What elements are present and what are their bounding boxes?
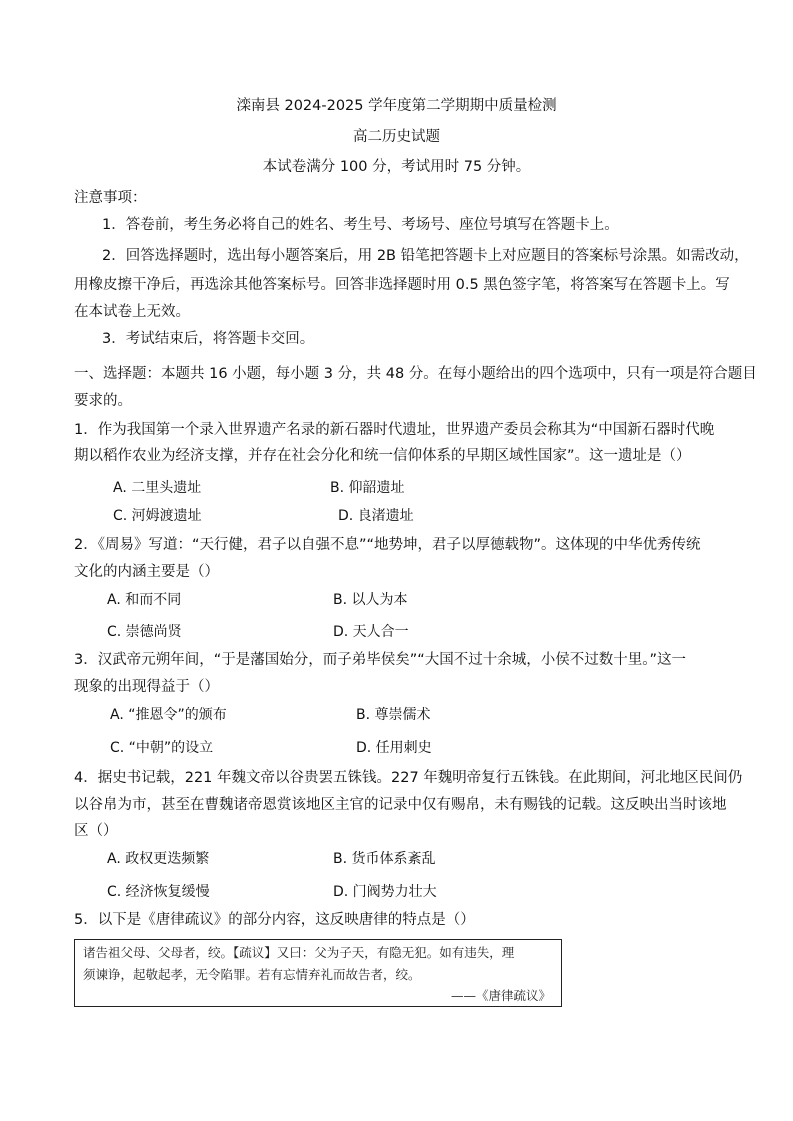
source-quote-line-2: 须谏诤，起敬起孝，无令陷罪。若有忘情弃礼而故告者，绞。 [83,967,421,982]
question-4-option-c: C. 经济恢复缓慢 [107,884,210,900]
question-4-option-a: A. 政权更迭频繁 [107,851,210,867]
notice-item-1: 1．答卷前，考生务必将自己的姓名、考生号、考场号、座位号填写在答题卡上。 [102,217,619,233]
exam-subtitle: 高二历史试题 [353,129,440,145]
question-4-line-1: 4．据史书记载，221 年魏文帝以谷贵罢五铢钱。227 年魏明帝复行五铢钱。在此期间，河北地区民间仍 [74,770,743,786]
question-1-option-b: B. 仰韶遗址 [330,480,405,496]
question-4-option-d: D. 门阀势力壮大 [333,884,437,900]
question-2-option-a: A. 和而不同 [107,592,182,608]
question-1-option-a: A. 二里头遗址 [113,480,202,496]
question-5-line-1: 5．以下是《唐律疏议》的部分内容，这反映唐律的特点是（） [74,912,475,928]
question-3-line-2: 现象的出现得益于（） [74,679,219,695]
question-4-line-2: 以谷帛为市，甚至在曹魏诸帝恩赏该地区主官的记录中仅有赐帛，未有赐钱的记载。这反映出当时该地 [74,797,727,813]
question-2-line-2: 文化的内涵主要是（） [74,564,219,580]
question-2-option-d: D. 天人合一 [333,624,409,640]
question-1-option-d: D. 良渚遗址 [338,508,414,524]
question-3-line-1: 3．汉武帝元朔年间，“于是藩国始分，而子弟毕侯矣”“大国不过十余城，小侯不过数十里。”这一 [74,652,687,668]
question-3-option-a: A. “推恩令”的颁布 [110,707,227,723]
question-2-option-b: B. 以人为本 [333,592,408,608]
question-4-option-b: B. 货币体系紊乱 [333,851,436,867]
notice-item-3: 3．考试结束后，将答题卡交回。 [102,331,315,347]
score-info: 本试卷满分 100 分，考试用时 75 分钟。 [262,159,531,175]
question-2-option-c: C. 崇德尚贤 [107,624,182,640]
question-1-line-2: 期以稻作农业为经济支撑，并存在社会分化和统一信仰体系的早期区域性国家”。这一遗址是（） [74,448,691,464]
notice-item-2-line-3: 在本试卷上无效。 [74,304,190,320]
question-3-option-d: D. 任用刺史 [356,740,432,756]
question-1-option-c: C. 河姆渡遗址 [113,508,202,524]
source-quote-box [74,939,562,1007]
question-4-line-3: 区（） [74,823,118,839]
question-3-option-c: C. “中朝”的设立 [110,740,214,756]
section1-intro-line-1: 一、选择题：本题共 16 小题，每小题 3 分，共 48 分。在每小题给出的四个选项中，只有一项是符合题目 [74,366,757,382]
question-3-option-b: B. 尊崇儒术 [356,707,431,723]
question-1-line-1: 1．作为我国第一个录入世界遗产名录的新石器时代遗址，世界遗产委员会称其为“中国新石器时代晚 [74,422,715,438]
notice-item-2-line-1: 2．回答选择题时，选出每小题答案后，用 2B 铅笔把答题卡上对应题目的答案标号涂黑。如需改动， [102,248,749,264]
source-quote-citation: ——《唐律疏议》 [450,988,551,1003]
section1-intro-line-2: 要求的。 [74,393,132,409]
notice-item-2-line-2: 用橡皮擦干净后，再选涂其他答案标号。回答非选择题时用 0.5 黑色签字笔，将答案写在答题卡上。写 [74,277,730,293]
source-quote-line-1: 诸告祖父母、父母者，绞。【疏议】又曰：父为子天，有隐无犯。如有违失，理 [83,945,515,960]
exam-title: 滦南县 2024-2025 学年度第二学期期中质量检测 [236,98,557,114]
notice-heading: 注意事项： [74,190,147,206]
question-2-line-1: 2．《周易》写道：“天行健，君子以自强不息”“地势坤，君子以厚德载物”。这体现的中华优秀传统 [74,537,701,553]
